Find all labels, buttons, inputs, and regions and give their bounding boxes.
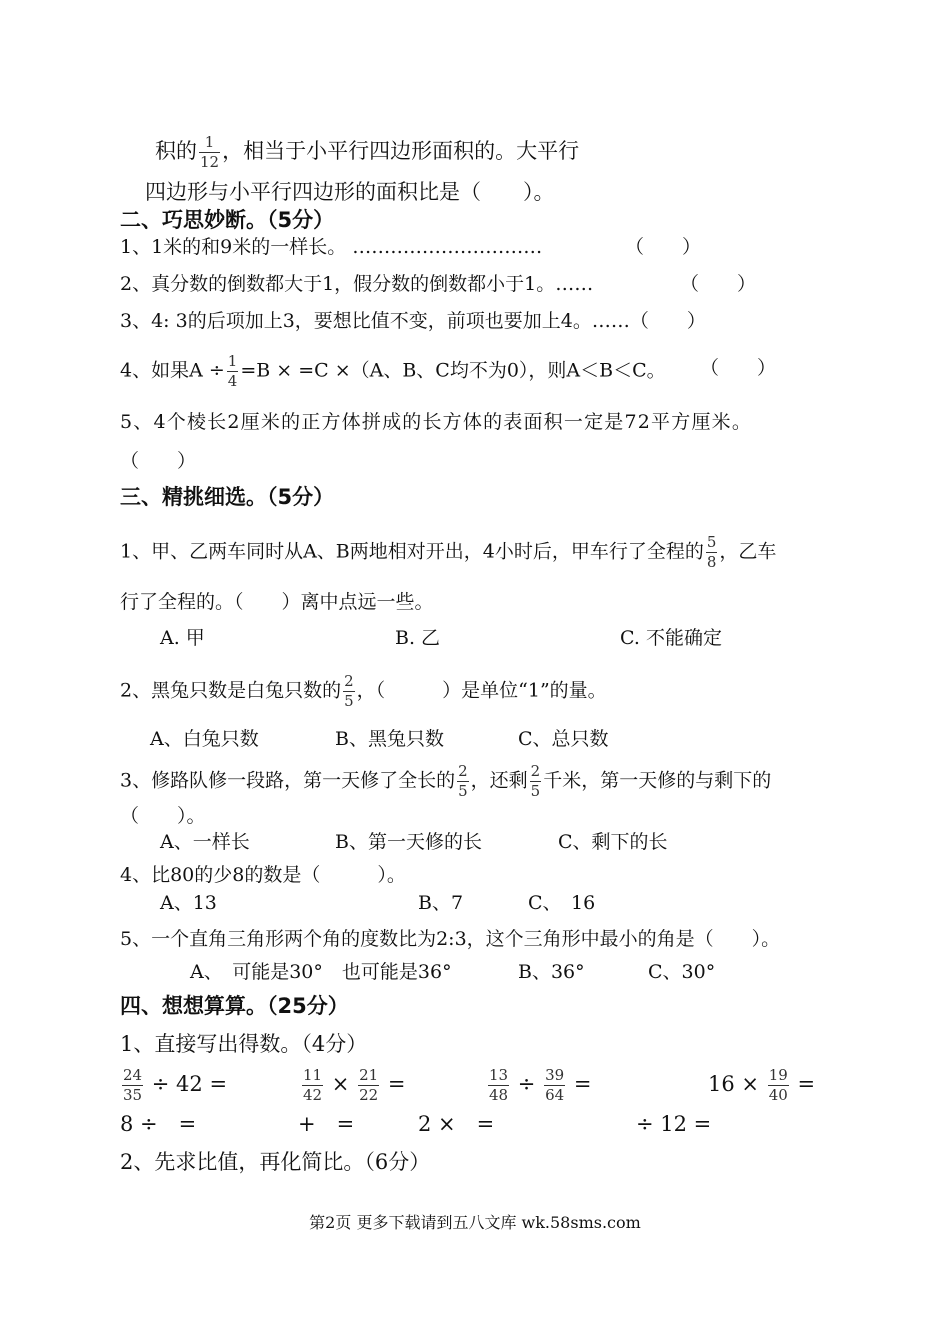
sec3-q5: 5、一个直角三角形两个角的度数比为2:3，这个三角形中最小的角是（ ）。 [120,928,781,950]
denominator: 5 [458,782,468,800]
text: 4、如果A ÷ [120,359,225,382]
section-2-title: 二、巧思妙断。（5分） [120,208,335,232]
fraction [358,1066,379,1105]
text: ÷ [517,1072,536,1096]
sec2-q4-paren: （ ） [700,357,777,379]
sec3-q3-option-b: B、第一天修的长 [335,831,482,853]
denominator: 40 [768,1086,788,1104]
text: ，（ ）是单位“1”的量。 [356,679,607,702]
sec3-q4: 4、比80的少8的数是（ ）。 [120,864,406,886]
sec4-subsection-1: 1、直接写出得数。（4分） [120,1032,368,1056]
text: ，相当于小平行四边形面积的。大平行 [222,139,580,163]
sec3-q4-option-a: A、13 [160,892,217,914]
sec3-q5-option-b: B、36° [518,961,585,983]
text: ÷ 42 = [151,1072,228,1096]
fraction [530,762,542,801]
sec3-q4-option-b: B、7 [418,892,464,914]
text: × [331,1072,350,1096]
fraction [488,1066,509,1105]
text: = [387,1072,406,1096]
text: ，乙车 [719,540,777,563]
sec3-q3-option-c: C、剩下的长 [558,831,668,853]
numerator: 39 [545,1066,565,1084]
text: 四边形与小平行四边形的面积比是（ ）。 [145,180,555,204]
sec2-q1-paren: （ ） [625,236,702,258]
page-footer: 第2页 更多下载请到五八文库 wk.58sms.com [309,1213,641,1232]
sec3-q5-option-c: C、30° [648,961,716,983]
denominator: 42 [303,1086,323,1104]
denominator: 8 [706,553,717,571]
denominator: 22 [359,1086,379,1104]
numerator: 2 [530,762,541,780]
sec3-q1-option-b: B. 乙 [395,627,441,649]
numerator: 24 [123,1066,143,1084]
sec3-q2-option-b: B、黑兔只数 [335,728,444,750]
sec3-q2-option-a: A、白兔只数 [150,728,259,750]
calc-8: ÷ 12 = [636,1112,712,1136]
sec3-q3 [120,762,771,801]
text: =B × =C ×（A、B、C均不为0），则A＜B＜C。 [240,359,666,382]
sec3-q1-line2: 行了全程的。（ ）离中点远一些。 [120,591,434,613]
numerator: 13 [489,1066,509,1084]
intro-line-2 [145,180,555,204]
text: = [573,1072,592,1096]
text: 1、1米的和9米的一样长。 ………………………… [120,236,543,258]
sec3-q3-option-a: A、一样长 [160,831,250,853]
text: ，还剩 [470,769,528,792]
text: 千米，第一天修的与剩下的 [543,769,772,792]
denominator: 5 [344,692,354,710]
text: 积的 [155,139,197,163]
section-4-title: 四、想想算算。（25分） [120,994,349,1018]
sec3-q2 [120,672,607,711]
text: 16 × [708,1072,759,1096]
sec2-q2 [120,272,593,296]
denominator: 4 [227,372,238,390]
numerator: 19 [768,1066,788,1084]
denominator: 48 [489,1086,509,1104]
sec3-q2-option-c: C、总只数 [518,728,609,750]
numerator: 21 [359,1066,379,1084]
numerator: 11 [303,1066,323,1084]
denominator: 5 [530,782,541,800]
sec4-subsection-2: 2、先求比值，再化简比。（6分） [120,1150,431,1174]
sec2-q5: 5、4个棱长2厘米的正方体拼成的长方体的表面积一定是72平方厘米。 [120,411,753,433]
denominator: 64 [545,1086,565,1104]
fraction [343,672,355,711]
denominator: 35 [123,1086,143,1104]
calc-5: 8 ÷ = [120,1112,197,1136]
calc-1 [120,1066,227,1105]
section-3-title: 三、精挑细选。（5分） [120,485,335,509]
calc-2 [300,1066,405,1105]
fraction [302,1066,323,1105]
text: 2、真分数的倒数都大于1，假分数的倒数都小于1。…… [120,273,594,295]
denominator: 12 [200,153,220,171]
fraction [544,1066,565,1105]
sec2-q1 [120,235,542,259]
numerator: 2 [344,672,354,690]
sec3-q3-paren: （ ）。 [120,805,206,827]
fraction [457,762,469,801]
text: 2、黑兔只数是白兔只数的 [120,679,342,702]
text: = [797,1072,816,1096]
intro-line-1 [155,133,579,172]
sec2-q4 [120,352,666,391]
text: 3、修路队修一段路，第一天修了全长的 [120,769,456,792]
calc-4 [708,1066,815,1105]
sec3-q1-option-a: A. 甲 [160,627,205,649]
fraction [706,533,718,572]
calc-3 [486,1066,591,1105]
text: 1、甲、乙两车同时从A、B两地相对开出，4小时后，甲车行了全程的 [120,540,704,563]
sec3-q4-option-c: C、 16 [528,892,596,914]
fraction [227,352,239,391]
calc-6: + = [298,1112,355,1136]
sec2-q3 [120,309,706,333]
numerator: 5 [706,533,717,551]
sec2-q5-paren: （ ） [120,450,197,472]
numerator: 1 [199,133,220,153]
sec2-q2-paren: （ ） [680,273,757,295]
numerator: 2 [458,762,468,780]
calc-7: 2 × = [418,1112,495,1136]
sec3-q1-line1 [120,533,776,572]
numerator: 1 [227,352,238,370]
fraction [768,1066,789,1105]
sec3-q5-option-a: A、 可能是30° 也可能是36° [190,961,452,983]
text: 3、4: 3的后项加上3，要想比值不变，前项也要加上4。……（ ） [120,310,706,332]
sec3-q1-option-c: C. 不能确定 [620,627,722,649]
fraction [199,133,220,172]
fraction [122,1066,143,1105]
